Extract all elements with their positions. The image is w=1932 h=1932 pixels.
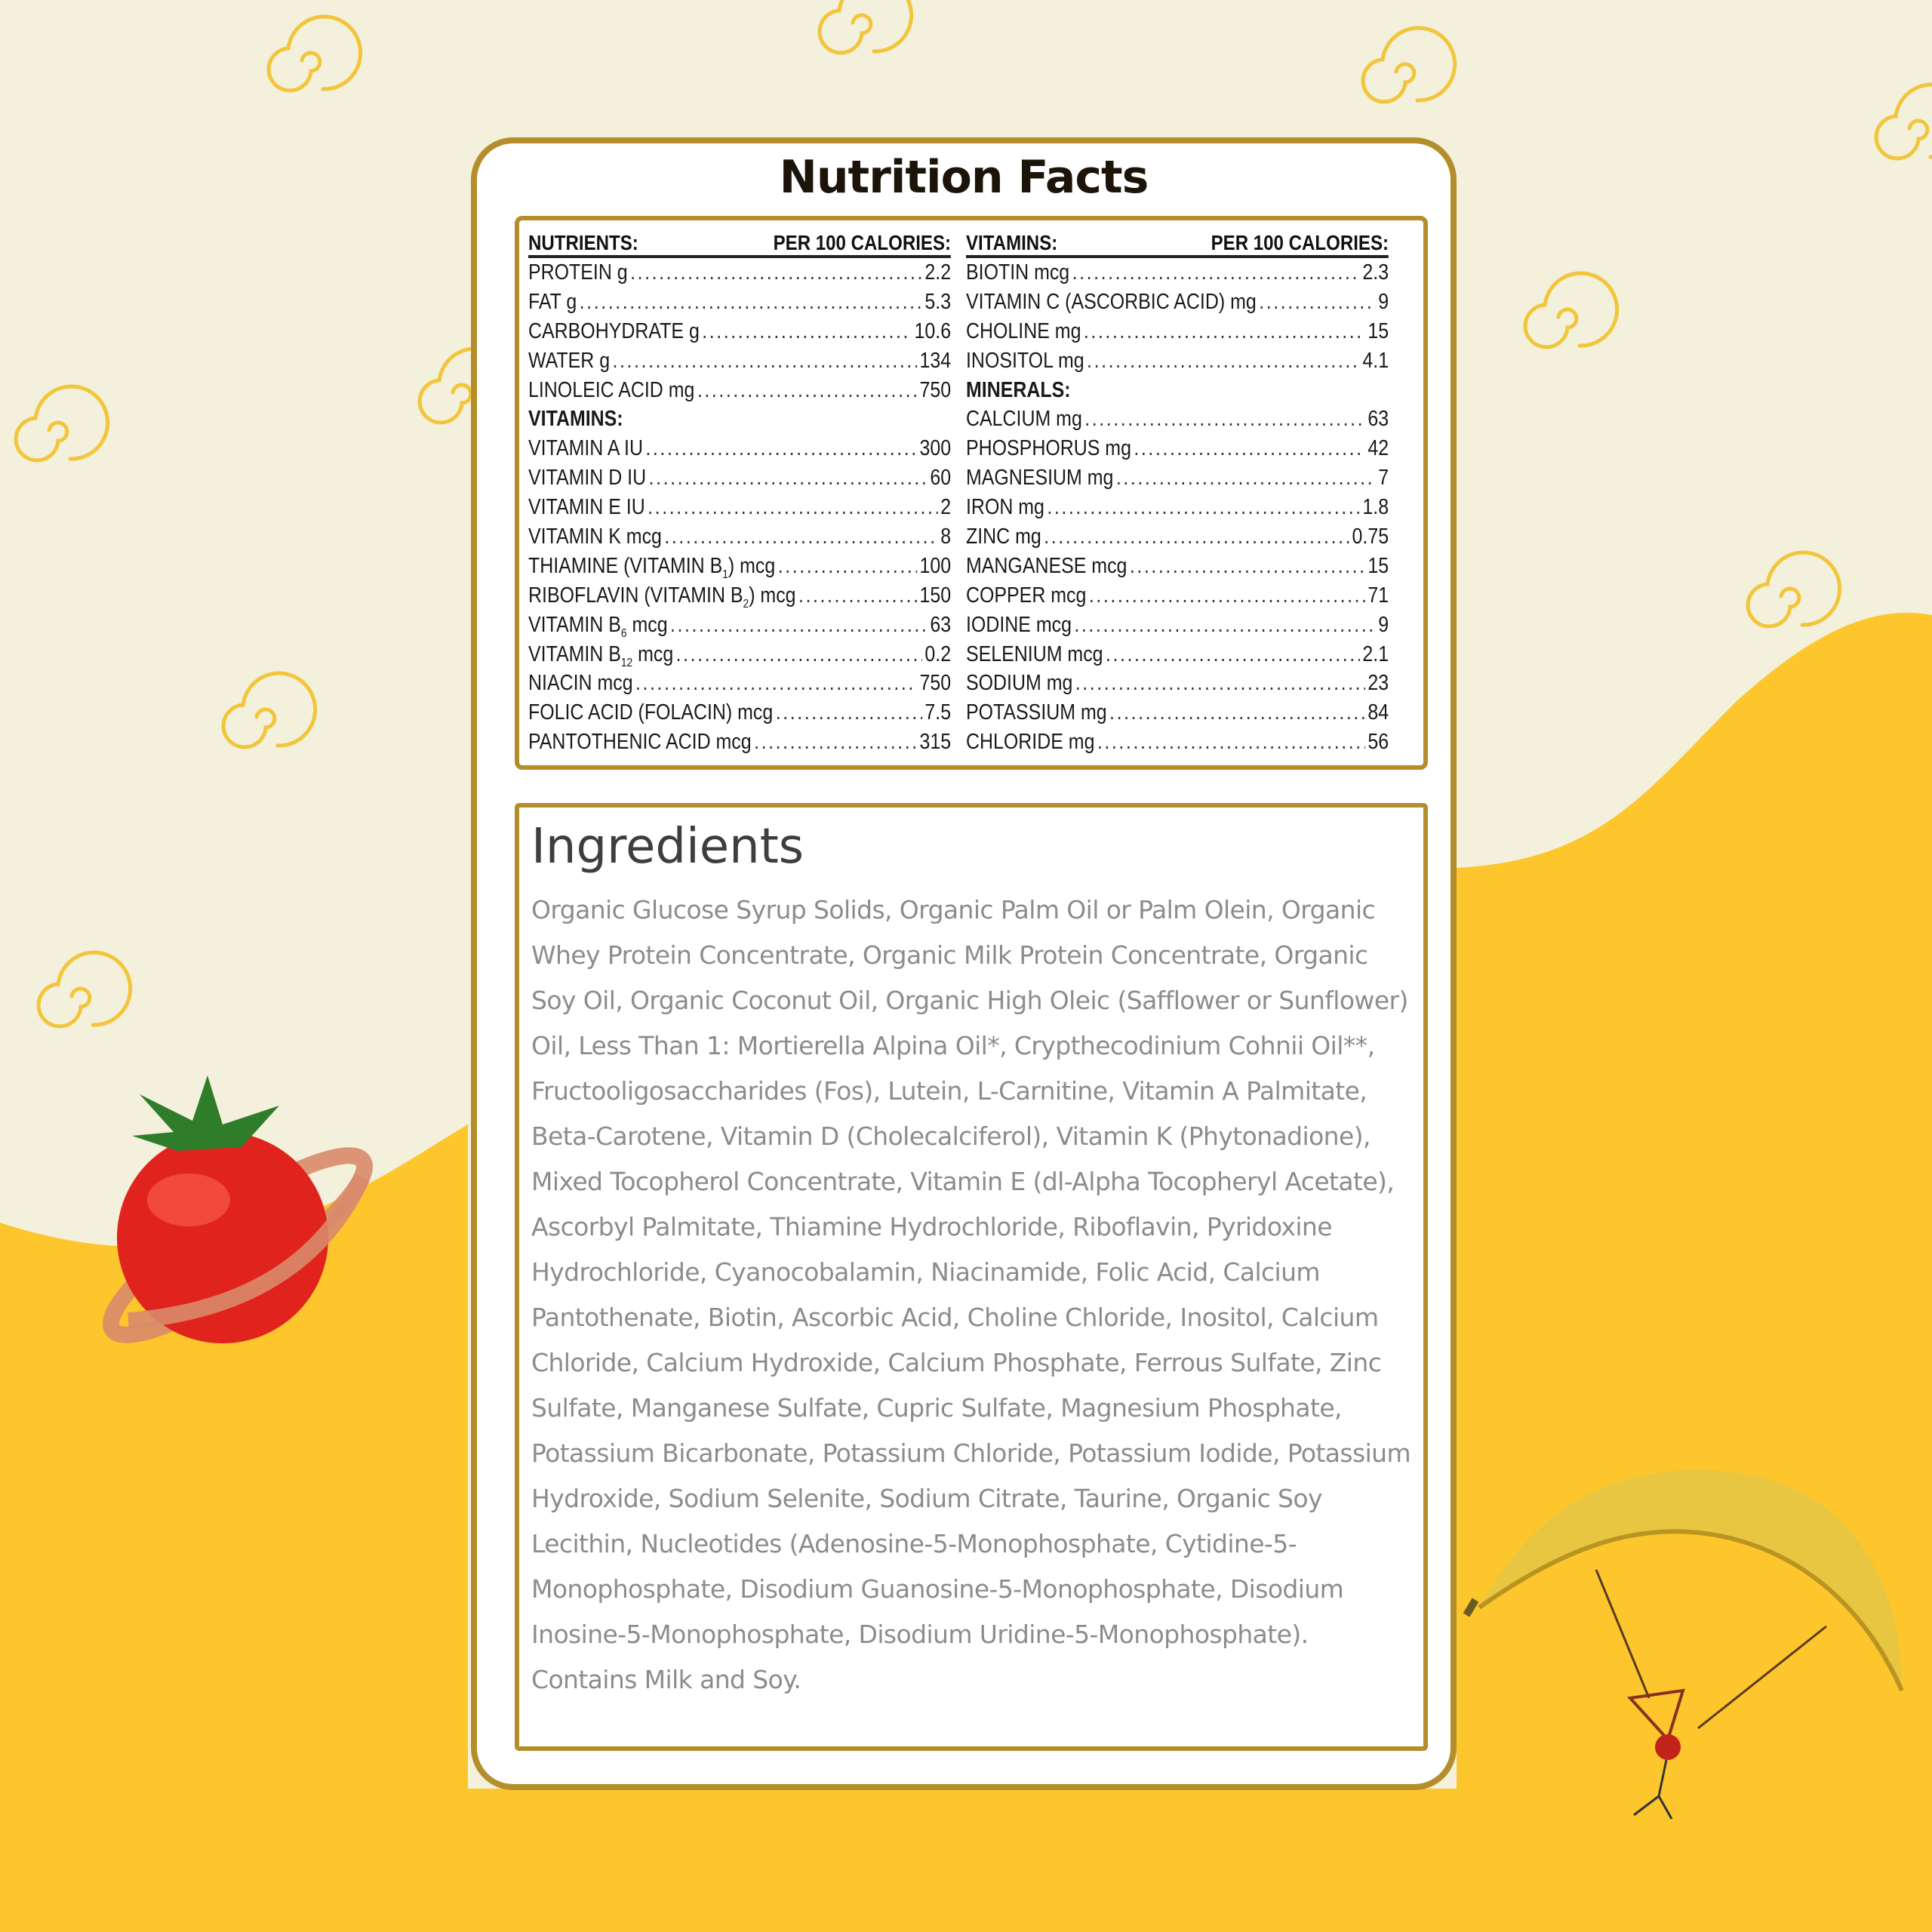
nutrient-name-text: SODIUM mg — [966, 671, 1073, 696]
nutrient-subscript: 6 — [620, 626, 627, 640]
leader-dots — [1044, 522, 1349, 552]
nutrient-name — [966, 288, 1257, 317]
nutrient-subscript: 2 — [743, 597, 749, 611]
leader-dots — [1130, 552, 1365, 581]
nutrient-row — [528, 611, 951, 640]
leader-dots — [645, 434, 917, 463]
nutrient-row — [528, 728, 951, 757]
leader-dots — [649, 463, 928, 493]
nutrient-name-text: COPPER mcg — [966, 583, 1087, 608]
leader-dots — [1259, 288, 1376, 317]
nutrient-row — [966, 317, 1389, 346]
nutrient-value: 0.75 — [1352, 525, 1389, 549]
nutrient-value: 7 — [1378, 466, 1389, 491]
nutrient-name-text: INOSITOL mg — [966, 348, 1084, 373]
nutrient-row — [966, 522, 1389, 552]
section-heading: VITAMINS: — [528, 407, 623, 432]
nutrient-row — [966, 581, 1389, 611]
nutrient-value: 750 — [919, 671, 952, 696]
leader-dots — [1075, 669, 1365, 698]
leader-dots — [676, 640, 922, 669]
nutrient-value: 42 — [1367, 436, 1389, 461]
nutrient-row — [528, 669, 951, 698]
nutrient-name — [528, 258, 628, 288]
nutrient-value: 0.2 — [924, 641, 952, 666]
nutrient-row — [528, 463, 951, 493]
nutrient-name-text: MANGANESE mcg — [966, 553, 1128, 578]
nutrient-row — [528, 434, 951, 463]
nutrient-value: 8 — [940, 525, 952, 549]
nutrient-value: 15 — [1367, 553, 1389, 578]
leader-dots — [635, 669, 917, 698]
nutrient-name-text: VITAMIN K mcg — [528, 525, 662, 549]
leader-dots — [1097, 728, 1365, 757]
nutrient-name — [966, 463, 1113, 493]
nutrient-name — [966, 698, 1107, 728]
nutrient-row — [966, 346, 1389, 376]
nutrient-row — [528, 493, 951, 522]
nutrient-row — [966, 405, 1389, 434]
nutrient-name — [528, 376, 694, 405]
leader-dots — [1072, 258, 1360, 288]
nutrient-name — [528, 669, 633, 698]
nutrient-row — [528, 581, 951, 611]
nutrient-name — [966, 405, 1082, 434]
leader-dots — [1109, 698, 1365, 728]
nutrient-value: 63 — [1367, 407, 1389, 432]
leader-dots — [648, 493, 938, 522]
nutrient-name — [966, 640, 1103, 669]
nutrient-name — [966, 581, 1086, 611]
nutrient-name — [966, 493, 1044, 522]
nutrient-subscript: 1 — [722, 568, 728, 581]
nutrient-row — [528, 698, 951, 728]
nutrient-name-text: PANTOTHENIC ACID mcg — [528, 730, 752, 755]
leader-dots — [1116, 463, 1376, 493]
nutrient-subscript: 12 — [620, 656, 633, 669]
nutrient-name-text: CALCIUM mg — [966, 407, 1082, 432]
nutrient-row — [528, 346, 951, 376]
nutrient-name-text: PROTEIN g — [528, 260, 628, 285]
nutrient-value: 2.2 — [924, 260, 952, 285]
nutrient-value: 15 — [1367, 318, 1389, 343]
nutrient-name-text: NIACIN mcg — [528, 671, 633, 696]
nutrient-value: 9 — [1378, 612, 1389, 637]
nutrient-name-text: VITAMIN A IU — [528, 436, 643, 461]
nutrient-row — [966, 552, 1389, 581]
nutrient-name — [966, 522, 1041, 552]
leader-dots — [1087, 346, 1360, 376]
nutrient-name — [966, 669, 1072, 698]
nutrient-value: 315 — [919, 730, 952, 755]
nutrient-row — [966, 698, 1389, 728]
nutrient-name-text: VITAMIN D IU — [528, 466, 647, 491]
nutrient-name-text: VITAMIN B — [528, 612, 621, 637]
nutrient-value: 7.5 — [924, 700, 952, 725]
column-header-left: VITAMINS: — [966, 231, 1058, 254]
nutrient-row — [966, 728, 1389, 757]
nutrient-name — [528, 493, 645, 522]
nutrient-value: 56 — [1367, 730, 1389, 755]
nutrient-row — [966, 493, 1389, 522]
ingredients-text: Organic Glucose Syrup Solids, Organic Palm Oil or Palm Olein, Organic Whey Protein Concentrate, Organic Milk Protein Concentrate, Organic Soy Oil, Organic Coconut Oil, Organic High Oleic (Safflower or Sunflower) Oil, Less Than 1: Mortierella Alpina Oil*, Crypthecodinium Cohnii Oil**, Fructooligosaccharides (Fos), Lutein, L-Carnitine, Vitamin A Palmitate, Beta-Carotene, Vitamin D (Cholecalciferol), Vitamin K (Phytonadione), Mixed Tocopherol Concentrate, Vitamin E (dl-Alpha Tocopheryl Acetate), Ascorbyl Palmitate, Thiamine Hydrochloride, Riboflavin, Pyridoxine Hydrochloride, Cyanocobalamin, Niacinamide, Folic Acid, Calcium Pantothenate, Biotin, Ascorbic Acid, Choline Chloride, Inositol, Calcium Chloride, Calcium Hydroxide, Calcium Phosphate, Ferrous Sulfate, Zinc Sulfate, Manganese Sulfate, Cupric Sulfate, Magnesium Phosphate, Potassium Bicarbonate, Potassium Chloride, Potassium Iodide, Potassium Hydroxide, Sodium Selenite, Sodium Citrate, Taurine, Organic Soy Lecithin, Nucleotides (Adenosine-5-Monophosphate, Cytidine-5-Monophosphate, Disodium Guanosine-5-Monophosphate, Disodium Inosine-5-Monophosphate, Disodium Uridine-5-Monophosphate). Contains Milk and Soy. — [531, 895, 1411, 1694]
nutrient-name-text: VITAMIN C (ASCORBIC ACID) mg — [966, 289, 1257, 314]
nutrient-name-suffix: mcg — [632, 641, 674, 666]
nutrient-name-text: CHOLINE mg — [966, 318, 1081, 343]
nutrient-row — [528, 288, 951, 317]
leader-dots — [798, 581, 917, 611]
leader-dots — [776, 698, 922, 728]
nutrient-name — [966, 552, 1127, 581]
nutrient-name-text: SELENIUM mcg — [966, 641, 1103, 666]
nutrient-name-text: FOLIC ACID (FOLACIN) mcg — [528, 700, 774, 725]
nutrient-name — [966, 434, 1131, 463]
leader-dots — [1089, 581, 1365, 611]
nutrient-name-text: WATER g — [528, 348, 611, 373]
leader-dots — [664, 522, 937, 552]
nutrient-value: 63 — [930, 612, 952, 637]
column-header — [966, 231, 1389, 258]
nutrient-name-suffix: mcg — [626, 612, 668, 637]
leader-dots — [778, 552, 917, 581]
nutrient-name-text: FAT g — [528, 289, 577, 314]
nutrient-name — [528, 728, 752, 757]
nutrient-name-suffix: ) mcg — [749, 583, 796, 608]
nutrient-row — [528, 317, 951, 346]
nutrient-value: 10.6 — [914, 318, 952, 343]
nutrient-value: 23 — [1367, 671, 1389, 696]
nutrient-name-text: ZINC mg — [966, 525, 1041, 549]
nutrient-name-text: BIOTIN mcg — [966, 260, 1070, 285]
column-header-right: PER 100 CALORIES: — [1211, 231, 1389, 254]
leader-dots — [670, 611, 928, 640]
nutrient-row — [528, 522, 951, 552]
leader-dots — [1047, 493, 1360, 522]
nutrient-value: 2.1 — [1362, 641, 1389, 666]
nutrient-value: 84 — [1367, 700, 1389, 725]
nutrient-value: 2 — [940, 495, 952, 520]
nutrient-name — [528, 434, 643, 463]
nutrient-name — [966, 611, 1072, 640]
leader-dots — [702, 317, 912, 346]
nutrient-name-text: CHLORIDE mg — [966, 730, 1095, 755]
leader-dots — [1134, 434, 1364, 463]
nutrient-name — [966, 317, 1081, 346]
nutrient-row — [528, 376, 951, 405]
nutrient-row — [966, 640, 1389, 669]
column-header — [528, 231, 951, 258]
nutrient-row — [966, 463, 1389, 493]
nutrient-name-text: LINOLEIC ACID mg — [528, 377, 695, 402]
nutrient-value: 4.1 — [1362, 348, 1389, 373]
leader-dots — [697, 376, 917, 405]
nutrient-name — [528, 346, 610, 376]
page-title: Nutrition Facts — [779, 151, 1149, 204]
nutrient-value: 300 — [919, 436, 952, 461]
vitamins-minerals-column — [966, 231, 1389, 757]
nutrient-name-text: POTASSIUM mg — [966, 700, 1107, 725]
nutrient-name — [528, 522, 662, 552]
nutrient-row — [966, 258, 1389, 288]
leader-dots — [630, 258, 922, 288]
nutrient-value: 71 — [1367, 583, 1389, 608]
nutrient-name — [528, 288, 577, 317]
nutrient-name — [528, 698, 773, 728]
leader-dots — [580, 288, 922, 317]
leader-dots — [1084, 317, 1365, 346]
nutrients-column — [528, 231, 951, 757]
nutrient-value: 134 — [919, 348, 952, 373]
nutrient-row — [528, 640, 951, 669]
nutrient-value: 100 — [919, 553, 952, 578]
column-header-left: NUTRIENTS: — [528, 231, 638, 254]
nutrient-name-text: RIBOFLAVIN (VITAMIN B — [528, 583, 743, 608]
nutrition-facts-table — [515, 216, 1428, 770]
nutrient-name-suffix: ) mcg — [728, 553, 776, 578]
nutrient-row — [966, 611, 1389, 640]
nutrient-name — [966, 346, 1084, 376]
section-heading: MINERALS: — [966, 377, 1071, 402]
nutrient-name-text: VITAMIN B — [528, 641, 621, 666]
nutrient-name — [966, 258, 1069, 288]
nutrient-value: 750 — [919, 377, 952, 402]
nutrition-card — [471, 137, 1457, 1790]
nutrient-name-text: VITAMIN E IU — [528, 495, 645, 520]
nutrient-value: 60 — [930, 466, 952, 491]
column-header-right: PER 100 CALORIES: — [773, 231, 952, 254]
nutrient-value: 1.8 — [1362, 495, 1389, 520]
leader-dots — [1074, 611, 1375, 640]
nutrient-name-text: PHOSPHORUS mg — [966, 436, 1131, 461]
nutrient-row — [528, 552, 951, 581]
nutrient-value: 5.3 — [924, 289, 952, 314]
nutrient-name-text: IODINE mcg — [966, 612, 1072, 637]
leader-dots — [1106, 640, 1360, 669]
nutrient-name — [528, 317, 700, 346]
nutrient-name-text: THIAMINE (VITAMIN B — [528, 553, 723, 578]
ingredients-title: Ingredients — [531, 819, 804, 875]
leader-dots — [1084, 405, 1365, 434]
ingredients-box — [515, 803, 1428, 1751]
nutrient-value: 2.3 — [1362, 260, 1389, 285]
nutrient-name-text: MAGNESIUM mg — [966, 466, 1114, 491]
nutrient-name — [966, 728, 1094, 757]
nutrient-name-text: IRON mg — [966, 495, 1044, 520]
nutrient-row — [966, 669, 1389, 698]
nutrient-row — [966, 288, 1389, 317]
nutrient-value: 9 — [1378, 289, 1389, 314]
leader-dots — [613, 346, 918, 376]
nutrient-name — [528, 463, 646, 493]
nutrient-row — [966, 434, 1389, 463]
nutrient-row — [528, 258, 951, 288]
nutrient-value: 150 — [919, 583, 952, 608]
leader-dots — [754, 728, 917, 757]
nutrient-name-text: CARBOHYDRATE g — [528, 318, 700, 343]
